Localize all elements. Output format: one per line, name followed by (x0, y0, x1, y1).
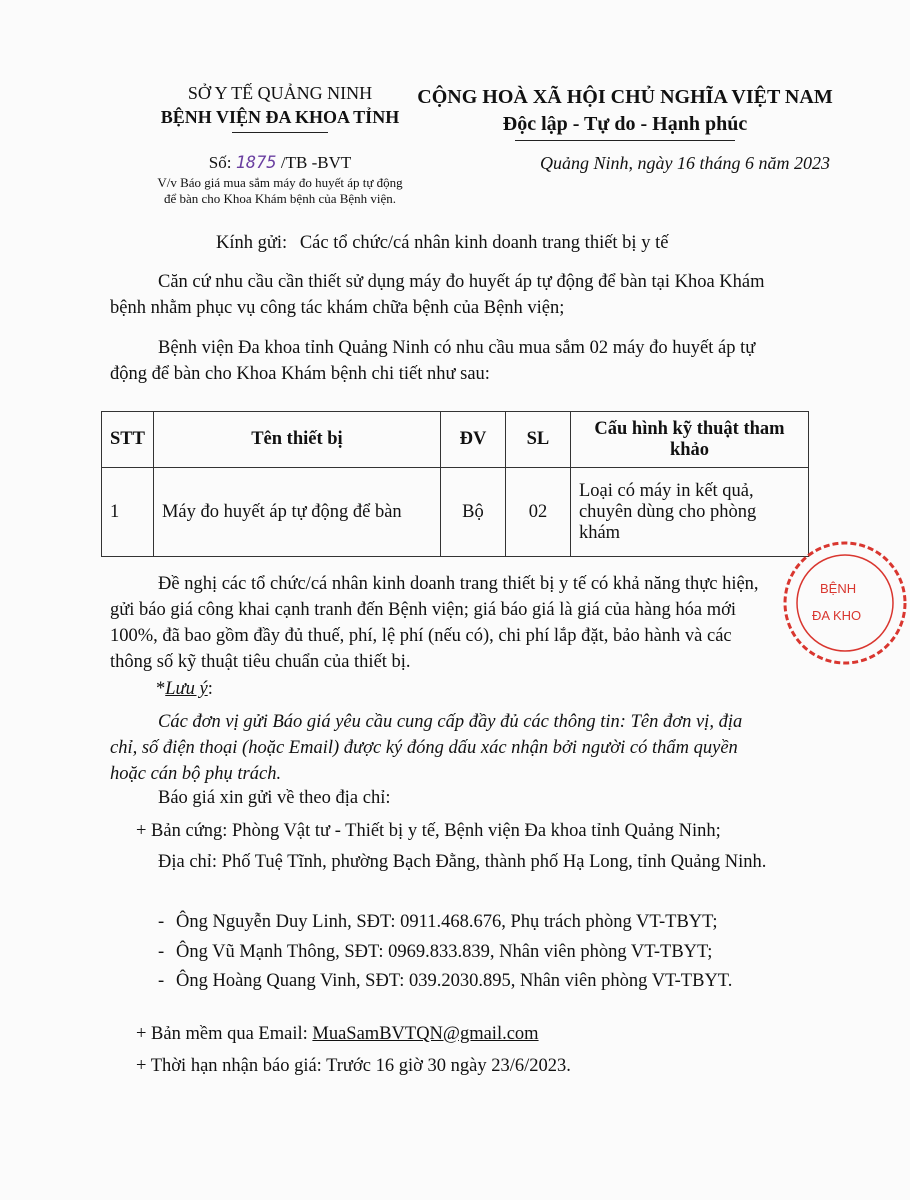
header-unit: ĐV (440, 412, 505, 468)
issuer-block (130, 81, 430, 133)
deadline-line: + Thời hạn nhận báo giá: Trước 16 giờ 30 ngày 23/6/2023. (136, 1056, 571, 1076)
stamp-line-1: BỆNH (820, 581, 857, 596)
address-line: Địa chỉ: Phố Tuệ Tĩnh, phường Bạch Đằng, thành phố Hạ Long, tỉnh Quảng Ninh. (158, 852, 767, 872)
contact-item: - Ông Vũ Mạnh Thông, SĐT: 0969.833.839, Nhân viên phòng VT-TBYT; (158, 939, 778, 965)
cell-spec: Loại có máy in kết quả, chuyên dùng cho phòng khám (570, 468, 808, 557)
soft-copy-line (136, 1021, 816, 1047)
national-title: CỘNG HOÀ XÃ HỘI CHỦ NGHĨA VIỆT NAM (417, 86, 833, 108)
email-link[interactable]: MuaSamBVTQN@gmail.com (312, 1024, 539, 1044)
paragraph-need: Bệnh viện Đa khoa tỉnh Quảng Ninh có nhu cầu mua sắm 02 máy đo huyết áp tự động để bàn cho Khoa Khám bệnh chi tiết như sau: (110, 338, 756, 384)
recipient-label: Kính gửi: (216, 233, 288, 253)
doc-number-handwritten: 1875 (235, 153, 277, 173)
table-row (102, 468, 809, 557)
contact-text: Ông Vũ Mạnh Thông, SĐT: 0969.833.839, Nhân viên phòng VT-TBYT; (176, 942, 713, 962)
issuer-department: SỞ Y TẾ QUẢNG NINH (187, 83, 373, 103)
header-qty: SL (505, 412, 570, 468)
issue-date: Quảng Ninh, ngày 16 tháng 6 năm 2023 (540, 153, 830, 173)
doc-number-prefix: Số: (208, 153, 232, 172)
document-number (130, 152, 430, 174)
paragraph-basis: Căn cứ nhu cầu cần thiết sử dụng máy đo huyết áp tự động để bàn tại Khoa Khám bệnh nhằm phục vụ công tác khám chữa bệnh của Bệnh viện; (110, 272, 765, 318)
subject-line-1: V/v Báo giá mua sắm máy đo huyết áp tự động (157, 175, 403, 190)
equipment-table (101, 411, 809, 557)
contact-item: - Ông Hoàng Quang Vinh, SĐT: 039.2030.895, Nhân viên phòng VT-TBYT. (158, 968, 778, 994)
note-text: Các đơn vị gửi Báo giá yêu cầu cung cấp đầy đủ các thông tin: Tên đơn vị, địa chỉ, số điện thoại (hoặc Email) được ký đóng dấu xác nhận bởi người có thẩm quyền hoặc cán bộ phụ trách. (110, 712, 743, 784)
national-motto: Độc lập - Tự do - Hạnh phúc (502, 113, 748, 135)
note-label: Lưu ý (165, 679, 208, 699)
send-to-line: Báo giá xin gửi về theo địa chỉ: (158, 788, 391, 808)
note-heading: *Lưu ý: (156, 679, 213, 699)
national-header (405, 84, 845, 141)
cell-stt: 1 (102, 468, 154, 557)
contact-text: Ông Hoàng Quang Vinh, SĐT: 039.2030.895, Nhân viên phòng VT-TBYT. (176, 971, 733, 991)
hospital-stamp (780, 538, 910, 668)
subject-line (100, 175, 460, 207)
table-header-row (102, 412, 809, 468)
stamp-line-2: ĐA KHO (812, 608, 862, 623)
header-name: Tên thiết bị (153, 412, 440, 468)
hard-copy-line: + Bản cứng: Phòng Vật tư - Thiết bị y tế, Bệnh viện Đa khoa tỉnh Quảng Ninh; (136, 821, 721, 841)
header-spec: Cấu hình kỹ thuật tham khảo (570, 412, 808, 468)
recipient-value: Các tổ chức/cá nhân kinh doanh trang thiết bị y tế (299, 233, 669, 253)
header-stt: STT (102, 412, 154, 468)
contact-text: Ông Nguyễn Duy Linh, SĐT: 0911.468.676, Phụ trách phòng VT-TBYT; (176, 912, 718, 932)
cell-qty: 02 (505, 468, 570, 557)
soft-copy-label: + Bản mềm qua Email: (136, 1024, 308, 1044)
motto-underline (515, 140, 735, 141)
issuer-underline (232, 132, 328, 133)
doc-number-suffix: /TB -BVT (280, 153, 352, 172)
contact-item: - Ông Nguyễn Duy Linh, SĐT: 0911.468.676, Phụ trách phòng VT-TBYT; (158, 909, 778, 935)
paragraph-request: Đề nghị các tổ chức/cá nhân kinh doanh trang thiết bị y tế có khả năng thực hiện, gửi báo giá công khai cạnh tranh đến Bệnh viện; giá báo giá là giá của hàng hóa mới 100%, đã bao gồm đầy đủ thuế, phí, lệ phí (nếu có), chi phí lắp đặt, bảo hành và các thông số kỹ thuật tiêu chuẩn của thiết bị. (110, 574, 759, 672)
subject-line-2: để bàn cho Khoa Khám bệnh của Bệnh viện. (163, 191, 397, 206)
recipient-line (216, 233, 668, 254)
cell-name: Máy đo huyết áp tự động để bàn (153, 468, 440, 557)
issuer-hospital: BỆNH VIỆN ĐA KHOA TỈNH (160, 107, 400, 127)
cell-unit: Bộ (440, 468, 505, 557)
